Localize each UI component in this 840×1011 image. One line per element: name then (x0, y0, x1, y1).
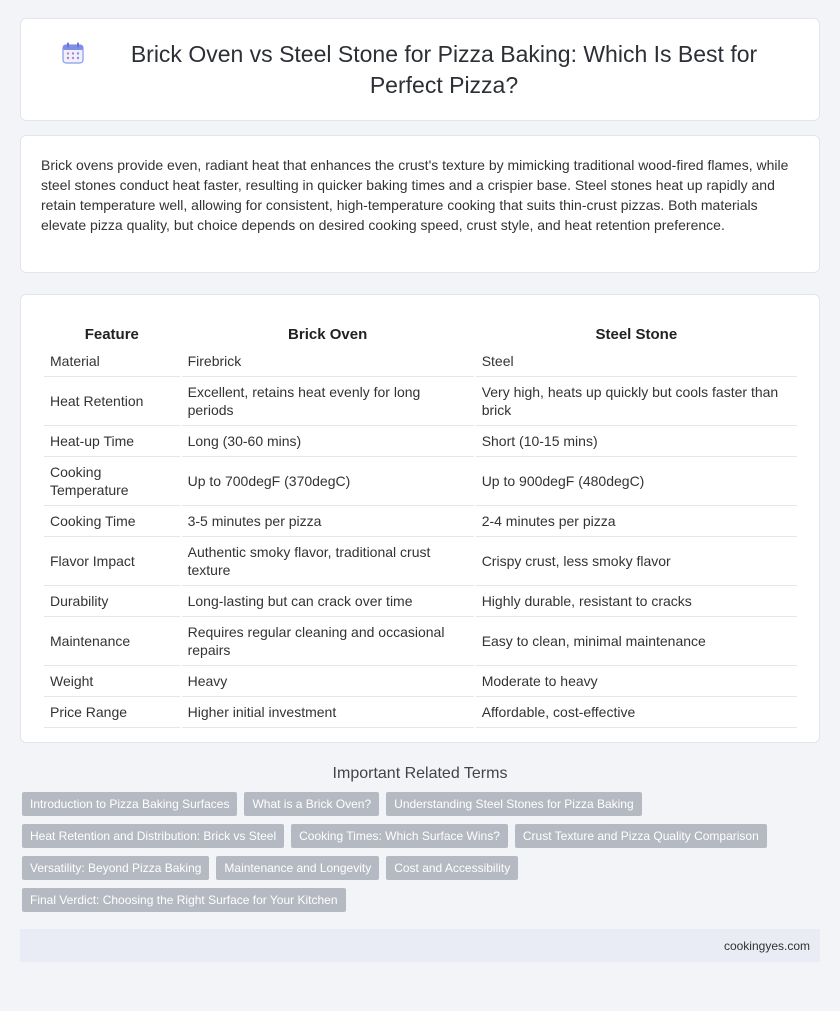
feature-cell: Heat Retention (44, 377, 180, 426)
title-wrap (61, 39, 779, 101)
steel-stone-cell: Very high, heats up quickly but cools faster than brick (476, 377, 797, 426)
table-row (44, 426, 797, 457)
feature-cell: Cooking Temperature (44, 457, 180, 506)
steel-stone-cell: Highly durable, resistant to cracks (476, 586, 797, 617)
steel-stone-cell: Steel (476, 346, 797, 377)
table-row (44, 697, 797, 728)
related-tag[interactable]: Cost and Accessibility (386, 856, 518, 880)
calendar-icon (61, 41, 85, 65)
feature-cell: Weight (44, 666, 180, 697)
feature-cell: Cooking Time (44, 506, 180, 537)
table-row (44, 377, 797, 426)
related-terms-title: Important Related Terms (332, 765, 508, 782)
related-terms-section (0, 765, 840, 920)
table-header-row (44, 315, 797, 346)
header-card (20, 18, 820, 121)
feature-cell: Price Range (44, 697, 180, 728)
feature-cell: Material (44, 346, 180, 377)
brick-oven-cell: Up to 700degF (370degC) (182, 457, 474, 506)
table-row (44, 457, 797, 506)
steel-stone-cell: Moderate to heavy (476, 666, 797, 697)
related-tag[interactable]: Crust Texture and Pizza Quality Comparison (515, 824, 767, 848)
header-feature: Feature (84, 326, 139, 343)
steel-stone-cell: Short (10-15 mins) (476, 426, 797, 457)
feature-cell: Heat-up Time (44, 426, 180, 457)
intro-card (20, 135, 820, 273)
table-row (44, 586, 797, 617)
related-tag[interactable]: Versatility: Beyond Pizza Baking (22, 856, 209, 880)
footer (20, 929, 820, 962)
comparison-table-card (20, 294, 820, 743)
brick-oven-cell: Requires regular cleaning and occasional repairs (182, 617, 474, 666)
table-row (44, 617, 797, 666)
related-tag[interactable]: Final Verdict: Choosing the Right Surface for Your Kitchen (22, 888, 346, 912)
brick-oven-cell: Firebrick (182, 346, 474, 377)
table-row (44, 666, 797, 697)
steel-stone-cell: Easy to clean, minimal maintenance (476, 617, 797, 666)
steel-stone-cell: Affordable, cost-effective (476, 697, 797, 728)
related-tag[interactable]: Heat Retention and Distribution: Brick vs Steel (22, 824, 284, 848)
header-brick-oven: Brick Oven (288, 326, 368, 343)
related-tags (20, 792, 820, 920)
feature-cell: Flavor Impact (44, 537, 180, 586)
brick-oven-cell: Long-lasting but can crack over time (182, 586, 474, 617)
brick-oven-cell: Higher initial investment (182, 697, 474, 728)
page-title: Brick Oven vs Steel Stone for Pizza Baking: Which Is Best for Perfect Pizza? (130, 40, 758, 98)
brick-oven-cell: Authentic smoky flavor, traditional crust texture (182, 537, 474, 586)
brick-oven-cell: Heavy (182, 666, 474, 697)
related-tag[interactable]: What is a Brick Oven? (244, 792, 379, 816)
feature-cell: Maintenance (44, 617, 180, 666)
intro-paragraph: Brick ovens provide even, radiant heat that enhances the crust's texture by mimicking traditional wood-fired flames, while steel stones conduct heat faster, resulting in quicker baking times and a crispier base. Steel stones heat up rapidly and retain temperature well, allowing for consistent, high-temperature cooking that suits thin-crust pizzas. Both materials elevate pizza quality, but choice depends on desired cooking speed, crust style, and heat retention preference. (41, 157, 789, 233)
feature-cell: Durability (44, 586, 180, 617)
comparison-table (42, 315, 799, 728)
related-tag[interactable]: Cooking Times: Which Surface Wins? (291, 824, 508, 848)
steel-stone-cell: Up to 900degF (480degC) (476, 457, 797, 506)
related-tag[interactable]: Introduction to Pizza Baking Surfaces (22, 792, 237, 816)
brick-oven-cell: 3-5 minutes per pizza (182, 506, 474, 537)
table-row (44, 537, 797, 586)
table-row (44, 346, 797, 377)
brick-oven-cell: Excellent, retains heat evenly for long periods (182, 377, 474, 426)
steel-stone-cell: 2-4 minutes per pizza (476, 506, 797, 537)
related-tag[interactable]: Understanding Steel Stones for Pizza Baking (386, 792, 641, 816)
table-row (44, 506, 797, 537)
related-tag[interactable]: Maintenance and Longevity (216, 856, 379, 880)
steel-stone-cell: Crispy crust, less smoky flavor (476, 537, 797, 586)
footer-site-link[interactable]: cookingyes.com (723, 938, 810, 953)
header-steel-stone: Steel Stone (595, 326, 678, 343)
brick-oven-cell: Long (30-60 mins) (182, 426, 474, 457)
